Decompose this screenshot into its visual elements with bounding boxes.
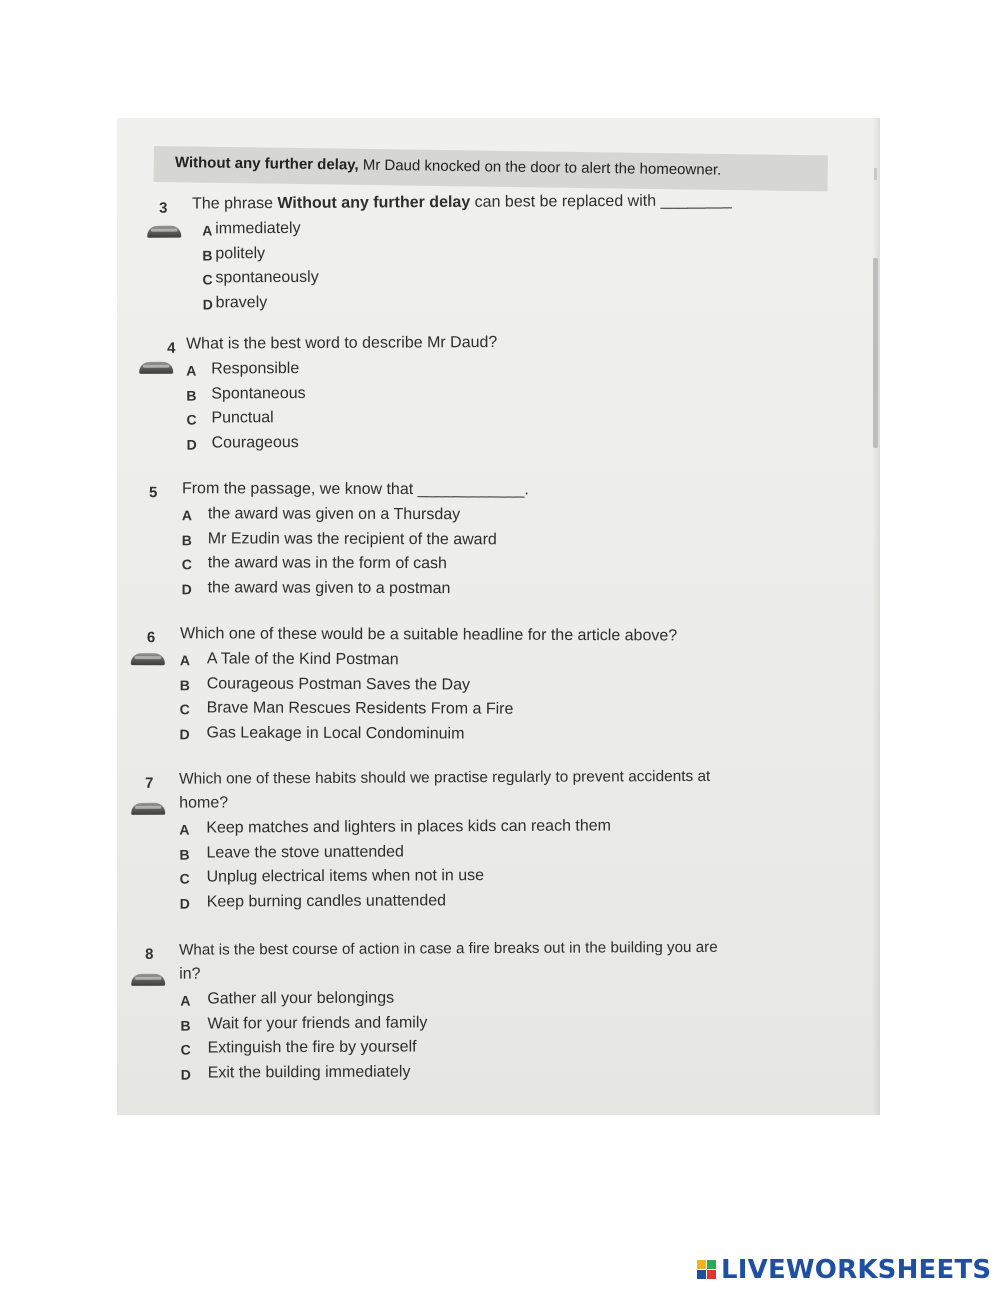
option-text[interactable]: Gather all your belongings (207, 989, 395, 1008)
question-6 (117, 625, 837, 750)
option-text[interactable]: Unplug electrical items when not in use (206, 867, 485, 886)
option-letter: C (202, 271, 213, 288)
question-number: 5 (148, 484, 158, 502)
option-text[interactable]: Extinguish the fire by yourself (207, 1038, 417, 1057)
option-text[interactable]: Courageous (211, 433, 299, 452)
kbat-badge-icon (131, 803, 165, 815)
question-8 (117, 938, 838, 1088)
liveworksheets-logo-text: LIVEWORKSHEETS (721, 1255, 992, 1285)
liveworksheets-logo-icon (697, 1260, 717, 1280)
logo-square-icon (697, 1270, 706, 1279)
option-text[interactable]: Gas Leakage in Local Condominuim (206, 723, 465, 743)
option-letter: A (202, 222, 213, 239)
option-letter: D (186, 436, 197, 453)
logo-square-icon (697, 1260, 706, 1269)
question-text: Which one of these would be a suitable headline for the article above? (179, 625, 678, 645)
passage-rest: Mr Daud knocked on the door to alert the homeowner. (358, 156, 722, 179)
option-text[interactable]: the award was in the form of cash (207, 554, 447, 573)
passage-bold-lead: Without any further delay, (174, 154, 359, 174)
option-letter: A (180, 992, 191, 1009)
option-letter: B (179, 846, 190, 863)
question-number: 8 (145, 945, 154, 963)
page-edge-mark (874, 168, 877, 180)
option-letter: B (202, 246, 213, 263)
option-text[interactable]: A Tale of the Kind Postman (206, 650, 399, 669)
logo-square-icon (707, 1270, 716, 1279)
option-letter: D (181, 580, 192, 597)
question-4 (117, 332, 838, 458)
question-text-bold: Without any further delay (277, 193, 471, 213)
option-text[interactable]: the award was given to a postman (207, 578, 451, 597)
option-text[interactable]: Wait for your friends and family (207, 1013, 428, 1033)
option-letter: C (181, 556, 192, 573)
question-number: 6 (146, 629, 156, 647)
option-text[interactable]: bravely (215, 293, 268, 311)
option-text[interactable]: Punctual (211, 409, 274, 427)
question-text: Which one of these habits should we practise regularly to prevent accidents at (178, 767, 711, 788)
option-text[interactable]: Mr Ezudin was the recipient of the award (207, 529, 497, 548)
option-text[interactable]: Keep burning candles unattended (206, 891, 447, 911)
question-text: From the passage, we know that ____________. (181, 480, 529, 499)
option-letter: C (179, 701, 190, 718)
option-text[interactable]: Leave the stove unattended (206, 842, 404, 862)
question-5 (117, 480, 837, 605)
option-text[interactable]: Courageous Postman Saves the Day (206, 674, 471, 694)
question-number: 4 (167, 339, 176, 357)
question-7 (117, 767, 838, 917)
option-letter: D (202, 295, 213, 312)
option-letter: B (186, 387, 197, 404)
option-letter: C (179, 870, 190, 887)
option-letter: D (179, 895, 190, 912)
option-text[interactable]: politely (215, 244, 266, 262)
option-letter: B (181, 531, 192, 548)
option-letter: A (179, 821, 190, 838)
question-text: What is the best word to describe Mr Daud? (185, 334, 498, 353)
option-letter: A (186, 362, 197, 379)
option-letter: A (179, 652, 191, 669)
question-number: 7 (145, 774, 154, 792)
option-letter: B (179, 676, 190, 693)
question-text: What is the best course of action in case a fire breaks out in the building you are (178, 938, 718, 959)
option-text[interactable]: immediately (215, 219, 301, 238)
option-text[interactable]: Brave Man Rescues Residents From a Fire (206, 699, 514, 718)
logo-square-icon (707, 1260, 716, 1269)
option-text[interactable]: spontaneously (215, 268, 319, 287)
question-text-line2: in? (179, 965, 201, 983)
option-text[interactable]: Keep matches and lighters in places kids can reach them (206, 817, 612, 837)
option-letter: B (180, 1017, 191, 1034)
kbat-badge-icon (131, 974, 165, 986)
option-letter: C (180, 1041, 191, 1058)
question-text-part: The phrase (191, 195, 278, 213)
option-letter: D (179, 725, 190, 742)
liveworksheets-logo[interactable] (697, 1255, 991, 1285)
option-letter: D (180, 1066, 191, 1083)
option-text[interactable]: Responsible (211, 360, 300, 378)
question-3 (117, 192, 838, 318)
page-edge-mark (873, 258, 878, 448)
option-letter: C (186, 411, 197, 428)
question-text-line2: home? (179, 794, 229, 812)
question-number: 3 (159, 199, 168, 217)
question-text (192, 192, 732, 213)
option-text[interactable]: the award was given on a Thursday (207, 505, 461, 524)
option-letter: A (181, 507, 193, 524)
worksheet-photo (117, 118, 880, 1115)
option-text[interactable]: Exit the building immediately (207, 1062, 411, 1082)
option-text[interactable]: Spontaneous (211, 384, 306, 403)
question-text-part: can best be replaced with ________ (470, 192, 732, 211)
